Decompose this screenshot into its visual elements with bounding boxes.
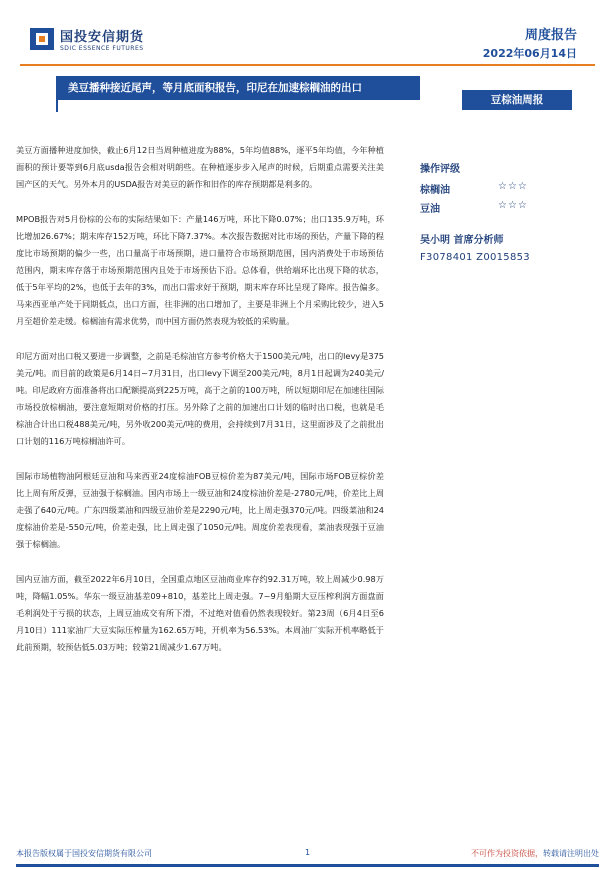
sidebar: [420, 160, 580, 263]
report-body: [16, 142, 384, 674]
page-number: 1: [305, 848, 311, 857]
analyst-name: 吴小明 首席分析师: [420, 235, 504, 246]
star-rating-icon: ☆☆☆: [498, 200, 528, 211]
rating-title: 操作评级: [420, 164, 460, 175]
analyst-certs: F3078401 Z0015853: [420, 252, 530, 263]
footer-disclaimer: 不可作为投资依据，转载请注明出处: [471, 849, 599, 858]
star-rating-icon: ☆☆☆: [498, 181, 528, 192]
footer-copyright: 本报告版权属于国投安信期货有限公司: [16, 849, 152, 858]
rating-row-palm: [420, 181, 580, 196]
paragraph-domestic-soyoil: 国内豆油方面，截至2022年6月10日，全国重点地区豆油商业库存约92.31万吨，较上周减少0.98万吨，降幅1.05%。华东一级豆油基差09+810，基差比上周走强。7~9月船期大豆压榨利润方面盘面毛利润处于亏损的状态，上周豆油成交有所下滑，不过绝对值看仍然表现较好。第23周（6月4日至6月10日）111家油厂大豆实际压榨量为162.65万吨，开机率为56.53%。本周油厂实际开机率略低于此前预期，较预估低5.03万吨；较第21周减少1.67万吨。: [16, 574, 384, 652]
rating-name: 棕榈油: [420, 185, 450, 196]
report-date: 2022年06月14日: [482, 47, 577, 60]
paragraph-soybean: 美豆方面播种进度加快，截止6月12日当周种植进度为88%，5年均值88%，逐平5年均值，今年种植面积的预计要等到6月底usda报告会相对明朗些。在种植逐步步入尾声的时候，后期重点需要关注美国产区的天气。另外本月的USDA报告对美豆的新作和旧作的库存预期都是利多的。: [16, 145, 384, 189]
paragraph-spreads: 国际市场植物油阿根廷豆油和马来西亚24度棕油FOB豆棕价差为87美元/吨，国际市场FOB豆棕价差比上周有所反弹，豆油强于棕榈油。国内市场上一级豆油和24度棕油价差是-2780元/吨，价差比上周走强了640元/吨。广东四级菜油和四级豆油价差是2290元/吨，比上周走强370元/吨。四级菜油和24度棕油价差是-550元/吨，价差走强，比上周走强了1050元/吨。周度价差表现看，菜油表现强于豆油强于棕榈油。: [16, 471, 384, 549]
paragraph-mpob: MPOB报告对5月份棕的公布的实际结果如下：产量146万吨，环比下降0.07%；出口135.9万吨，环比增加26.67%；期末库存152万吨，环比下降7.37%。本次报告数据对比市场的预估，产量下降的程度比市场预期的偏少一些，出口量高于市场预期，进口量符合市场预期范围，国内消费处于市场预估范围内，期末库存落于市场预期范围内且处于市场预估下沿。总体看，供给端环比出现下降的状态，低于5年平均的2%，也低于去年的3%，而出口需求好于预期，期末库存环比呈现了降库。报告偏多。马来西亚单产处于同期低点，出口方面，往非洲的出口增加了，主要是非洲上个月采购比较少，进入5月至超价差走缓。棕榈油有需求优势，而中国方面仍然表现为较低的采购量。: [16, 214, 384, 326]
title-accent: [56, 100, 58, 112]
report-type: 周度报告: [524, 28, 577, 43]
category-tag: 豆棕油周报: [462, 90, 572, 110]
rating-row-soyoil: [420, 200, 580, 215]
paragraph-indonesia: 印尼方面对出口税又要进一步调整，之前是毛棕油官方参考价格大于1500美元/吨，出口的levy是375美元/吨。而目前的政策是6月14日~7月31日，出口levy下调至200美元/吨，8月1日起调为240美元/吨。印尼政府方面准备将出口配额提高到225万吨，高于之前的100万吨，所以短期印尼在加速往国际市场投放棕榈油，要注意短期对价格的打压。另外除了之前的加速出口计划的临时出口税，也就是毛棕油合计出口税488美元/吨，另外收200美元/吨的费用，会持续到7月31日，这里面涉及了之前批出口计划的116万吨棕榈油许可。: [16, 351, 384, 446]
footer-divider: [16, 864, 599, 867]
company-logo: [30, 26, 144, 52]
header-divider: [20, 64, 595, 66]
logo-mark-icon: [30, 28, 54, 50]
report-title: 美豆播种接近尾声，等月底面积报告，印尼在加速棕榈油的出口: [56, 76, 420, 100]
logo-en-text: SDIC ESSENCE FUTURES: [60, 45, 144, 52]
logo-cn-text: 国投安信期货: [60, 30, 145, 45]
rating-name: 豆油: [420, 204, 440, 215]
